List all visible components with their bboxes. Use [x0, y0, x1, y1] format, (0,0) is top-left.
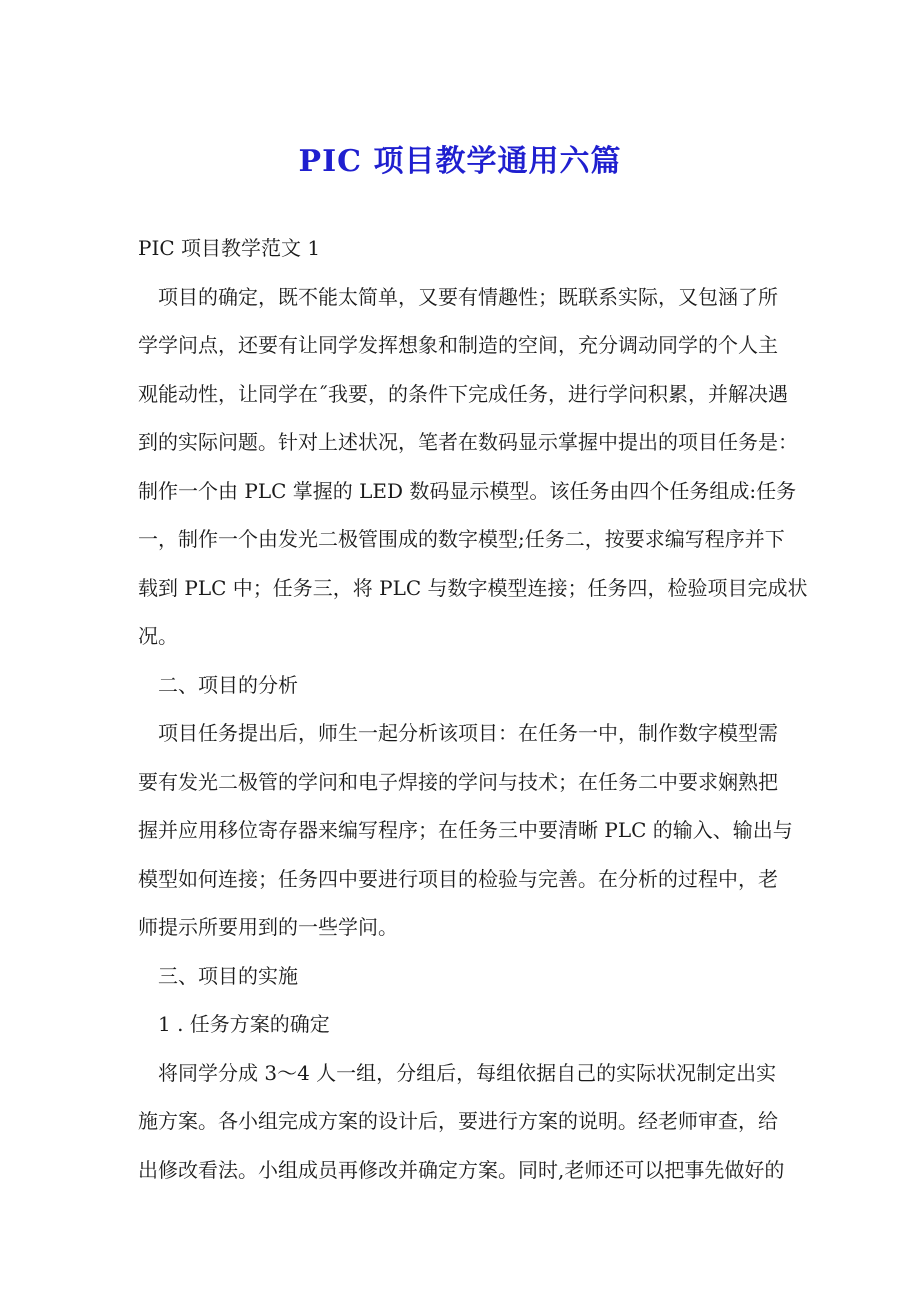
text-line: 到的实际问题。针对上述状况，笔者在数码显示掌握中提出的项目任务是：: [138, 430, 798, 454]
heading-project-analysis: [138, 661, 784, 710]
text-line: 二、项目的分析: [158, 672, 298, 697]
text-line: 项目任务提出后，师生一起分析该项目：在任务一中，制作数字模型需: [158, 721, 778, 745]
text-line: 师提示所要用到的一些学问。: [138, 915, 398, 939]
text-line: 一，制作一个由发光二极管围成的数字模型;任务二，按要求编写程序并下: [138, 527, 785, 551]
document-body: [138, 224, 808, 1194]
text-line: 1 . 任务方案的确定: [158, 1012, 330, 1036]
text-line: 观能动性，让同学在˝我要，的条件下完成任务，进行学问积累，并解决遇: [138, 381, 788, 406]
text-line: 出修改看法。小组成员再修改并确定方案。同时,老师还可以把事先做好的: [138, 1157, 785, 1182]
text-line: 载到 PLC 中；任务三，将 PLC 与数字模型连接；任务四，检验项目完成状: [138, 575, 808, 600]
paragraph-task-plan: [138, 1049, 784, 1195]
page-title: PIC 项目教学通用六篇: [298, 144, 622, 179]
paragraph-project-definition: [138, 273, 808, 661]
text-line: 制作一个由 PLC 掌握的 LED 数码显示模型。该任务由四个任务组成:任务: [138, 478, 797, 503]
paragraph-project-analysis: [138, 709, 793, 952]
text-line: 三、项目的实施: [158, 963, 298, 988]
text-line: 将同学分成 3～4 人一组，分组后，每组依据自己的实际状况制定出实: [158, 1060, 777, 1085]
text-line: 施方案。各小组完成方案的设计后，要进行方案的说明。经老师审查，给: [138, 1109, 778, 1133]
text-line: 学学问点，还要有让同学发挥想象和制造的空间，充分调动同学的个人主: [138, 333, 778, 357]
text-line: 要有发光二极管的学问和电子焊接的学问与技术；在任务二中要求娴熟把: [138, 769, 778, 794]
section-heading: PIC 项目教学范文 1: [138, 236, 321, 260]
text-line: 项目的确定，既不能太简单，又要有情趣性；既联系实际，又包涵了所: [158, 284, 778, 309]
text-line: 况。: [138, 624, 178, 648]
text-line: 模型如何连接；任务四中要进行项目的检验与完善。在分析的过程中，老: [138, 866, 778, 891]
heading-task-plan: [138, 1000, 784, 1049]
text-line: 握并应用移位寄存器来编写程序；在任务三中要清晰 PLC 的输入、输出与: [138, 818, 793, 842]
heading-project-implementation: [138, 952, 784, 1001]
